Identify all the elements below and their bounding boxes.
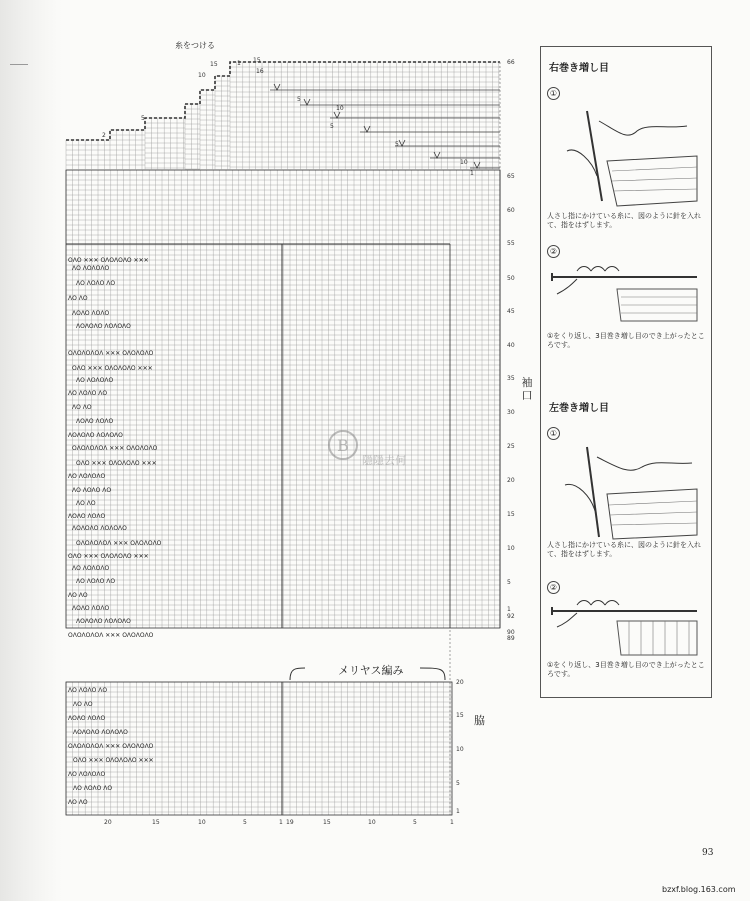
step-number: 1 [470, 170, 474, 177]
step-number: 1 [237, 60, 241, 67]
column-number: 20 [104, 819, 112, 826]
needle-loops-illustration-left [547, 595, 703, 659]
step-number: 15 [210, 61, 218, 68]
row-number: 60 [507, 207, 515, 214]
right-step1-caption: 人さし指にかけている糸に、図のように針を入れて、指をはずします。 [547, 212, 701, 229]
stockinette-label: メリヤス編み [335, 662, 407, 678]
symbol-row: ΟΛΟΛΟΛΟΛ ✕✕✕ ΟΛΟΛΟΛΟ [76, 540, 162, 547]
step-number: 5 [330, 123, 334, 130]
symbol-row: ΛΟΛΟΛΟ ΛΟΛΟΛΟ [72, 525, 127, 532]
step-number: 10 [336, 105, 344, 112]
row-number: 30 [507, 409, 515, 416]
symbol-row: ΛΟ ΛΟ [68, 799, 88, 806]
symbol-row: ΛΟ ΛΟΛΟΛΟ [76, 377, 114, 384]
column-number: 5 [243, 819, 247, 826]
step-number: 10 [460, 159, 468, 166]
symbol-row: ΟΛΟ ✕✕✕ ΟΛΟΛΟΛΟ ✕✕✕ [76, 460, 157, 467]
symbol-row: ΛΟ ΛΟ [73, 701, 93, 708]
symbol-row: ΛΟ ΛΟΛΟ ΛΟ [68, 390, 108, 397]
step-number: 15 [253, 57, 261, 64]
row-number: 10 [456, 746, 464, 753]
stitch-symbols [68, 257, 162, 806]
symbol-row: ΛΟΛΟΛΟ ΛΟΛΟΛΟ [68, 432, 123, 439]
symbol-row: ΛΟΛΟ ΛΟΛΟ [76, 418, 114, 425]
symbol-row: ΛΟ ΛΟΛΟ ΛΟ [72, 487, 112, 494]
symbol-row: ΛΟ ΛΟΛΟΛΟ [68, 771, 106, 778]
symbol-row: ΟΛΟΛΟΛΟΛ ✕✕✕ ΟΛΟΛΟΛΟ [68, 632, 154, 639]
symbol-row: ΛΟΛΟ ΛΟΛΟ [68, 715, 106, 722]
symbol-row: ΛΟ ΛΟΛΟΛΟ [72, 265, 110, 272]
step-number: 5 [141, 115, 145, 122]
step-number: 16 [256, 68, 264, 75]
decrease-symbol [399, 140, 405, 146]
step-2-badge-left: ② [547, 581, 560, 594]
step-number: 5 [297, 96, 301, 103]
row-number: 66 [507, 59, 515, 66]
row-number: 5 [456, 780, 460, 787]
row-number: 25 [507, 443, 515, 450]
row-number: 1 [456, 808, 460, 815]
sleeve-opening-label: 袖口 [521, 376, 533, 402]
symbol-row: ΟΛΟ ✕✕✕ ΟΛΟΛΟΛΟ ✕✕✕ [73, 757, 154, 764]
row-number: 65 [507, 173, 515, 180]
symbol-row: ΛΟ ΛΟ [68, 295, 88, 302]
grid-numbers [102, 57, 515, 826]
row-number: 89 [507, 635, 515, 642]
symbol-row: ΛΟΛΟ ΛΟΛΟ [68, 513, 106, 520]
column-number: 1 [279, 819, 283, 826]
left-step2-caption: ①をくり返し、3目巻き増し目のでき上がったところです。 [547, 661, 705, 678]
row-number: 15 [507, 511, 515, 518]
column-number: 1 [450, 819, 454, 826]
column-number: 15 [152, 819, 160, 826]
row-number: 40 [507, 342, 515, 349]
row-number: 5 [507, 579, 511, 586]
symbol-row: ΟΛΟΛΟΛΟΛ ✕✕✕ ΟΛΟΛΟΛΟ [68, 743, 154, 750]
svg-text:B: B [337, 436, 349, 455]
symbol-row: ΛΟ ΛΟΛΟ ΛΟ [76, 280, 116, 287]
row-number: 15 [456, 712, 464, 719]
column-number: 15 [323, 819, 331, 826]
hand-needle-illustration [547, 101, 703, 211]
symbol-row: ΟΛΟ ✕✕✕ ΟΛΟΛΟΛΟ ✕✕✕ [72, 365, 153, 372]
symbol-row: ΛΟΛΟΛΟ ΛΟΛΟΛΟ [76, 618, 131, 625]
right-twist-increase-title: 右巻き増し目 [549, 63, 609, 74]
lower-grid [66, 630, 452, 815]
bracket [420, 668, 445, 680]
symbol-row: ΛΟ ΛΟ [76, 500, 96, 507]
symbol-row: ΛΟΛΟ ΛΟΛΟ [72, 605, 110, 612]
bracket [290, 668, 305, 680]
side-seam-label: 脇 [474, 714, 485, 727]
row-number: 92 [507, 613, 515, 620]
row-number: 10 [507, 545, 515, 552]
watermark-logo [329, 431, 406, 467]
step-1-badge-left: ① [547, 427, 560, 440]
footer-url: bzxf.blog.163.com [662, 885, 736, 894]
right-step2-caption: ①をくり返し、3目巻き増し目のでき上がったところです。 [547, 332, 705, 349]
step-number: 5 [395, 141, 399, 148]
step-number: 10 [198, 72, 206, 79]
symbol-row: ΛΟ ΛΟΛΟ ΛΟ [68, 687, 108, 694]
column-number: 19 [286, 819, 294, 826]
hand-needle-illustration-left [547, 439, 703, 543]
symbol-row: ΟΛΟΛΟΛΟΛ ✕✕✕ ΟΛΟΛΟΛΟ [72, 445, 158, 452]
symbol-row: ΛΟΛΟΛΟ ΛΟΛΟΛΟ [76, 323, 131, 330]
row-number: 55 [507, 240, 515, 247]
increase-instructions-panel [540, 46, 712, 698]
symbol-row: ΟΛΟΛΟΛΟΛ ✕✕✕ ΟΛΟΛΟΛΟ [68, 350, 154, 357]
row-number: 45 [507, 308, 515, 315]
attach-yarn-label: 糸をつける [175, 41, 215, 50]
page-number: 93 [702, 848, 714, 858]
step-2-badge: ② [547, 245, 560, 258]
symbol-row: ΛΟ ΛΟ [72, 404, 92, 411]
row-number: 50 [507, 275, 515, 282]
symbol-row: ΛΟ ΛΟΛΟΛΟ [72, 565, 110, 572]
step-1-badge: ① [547, 87, 560, 100]
symbol-row: ΛΟΛΟ ΛΟΛΟ [72, 310, 110, 317]
column-number: 10 [368, 819, 376, 826]
column-number: 10 [198, 819, 206, 826]
watermark-text: 隱隱去何 [362, 454, 406, 467]
left-step1-caption: 人さし指にかけている糸に、図のように針を入れて、指をはずします。 [547, 541, 701, 558]
symbol-row: ΛΟ ΛΟΛΟ ΛΟ [73, 785, 113, 792]
symbol-row: ΛΟΛΟΛΟ ΛΟΛΟΛΟ [73, 729, 128, 736]
column-number: 5 [413, 819, 417, 826]
step-number: 2 [102, 132, 106, 139]
row-number: 35 [507, 375, 515, 382]
row-number: 20 [507, 477, 515, 484]
row-number: 1 [507, 606, 511, 613]
row-number: 20 [456, 679, 464, 686]
symbol-row: ΛΟ ΛΟΛΟΛΟ [68, 473, 106, 480]
left-twist-increase-title: 左巻き増し目 [549, 403, 609, 414]
row-number: 90 [507, 629, 515, 636]
symbol-row: ΟΛΟ ✕✕✕ ΟΛΟΛΟΛΟ ✕✕✕ [68, 553, 149, 560]
symbol-row: ΛΟ ΛΟ [68, 592, 88, 599]
needle-loops-illustration [547, 259, 703, 329]
symbol-row: ΟΛΟ ✕✕✕ ΟΛΟΛΟΛΟ ✕✕✕ [68, 257, 149, 264]
symbol-row: ΛΟ ΛΟΛΟ ΛΟ [76, 578, 116, 585]
